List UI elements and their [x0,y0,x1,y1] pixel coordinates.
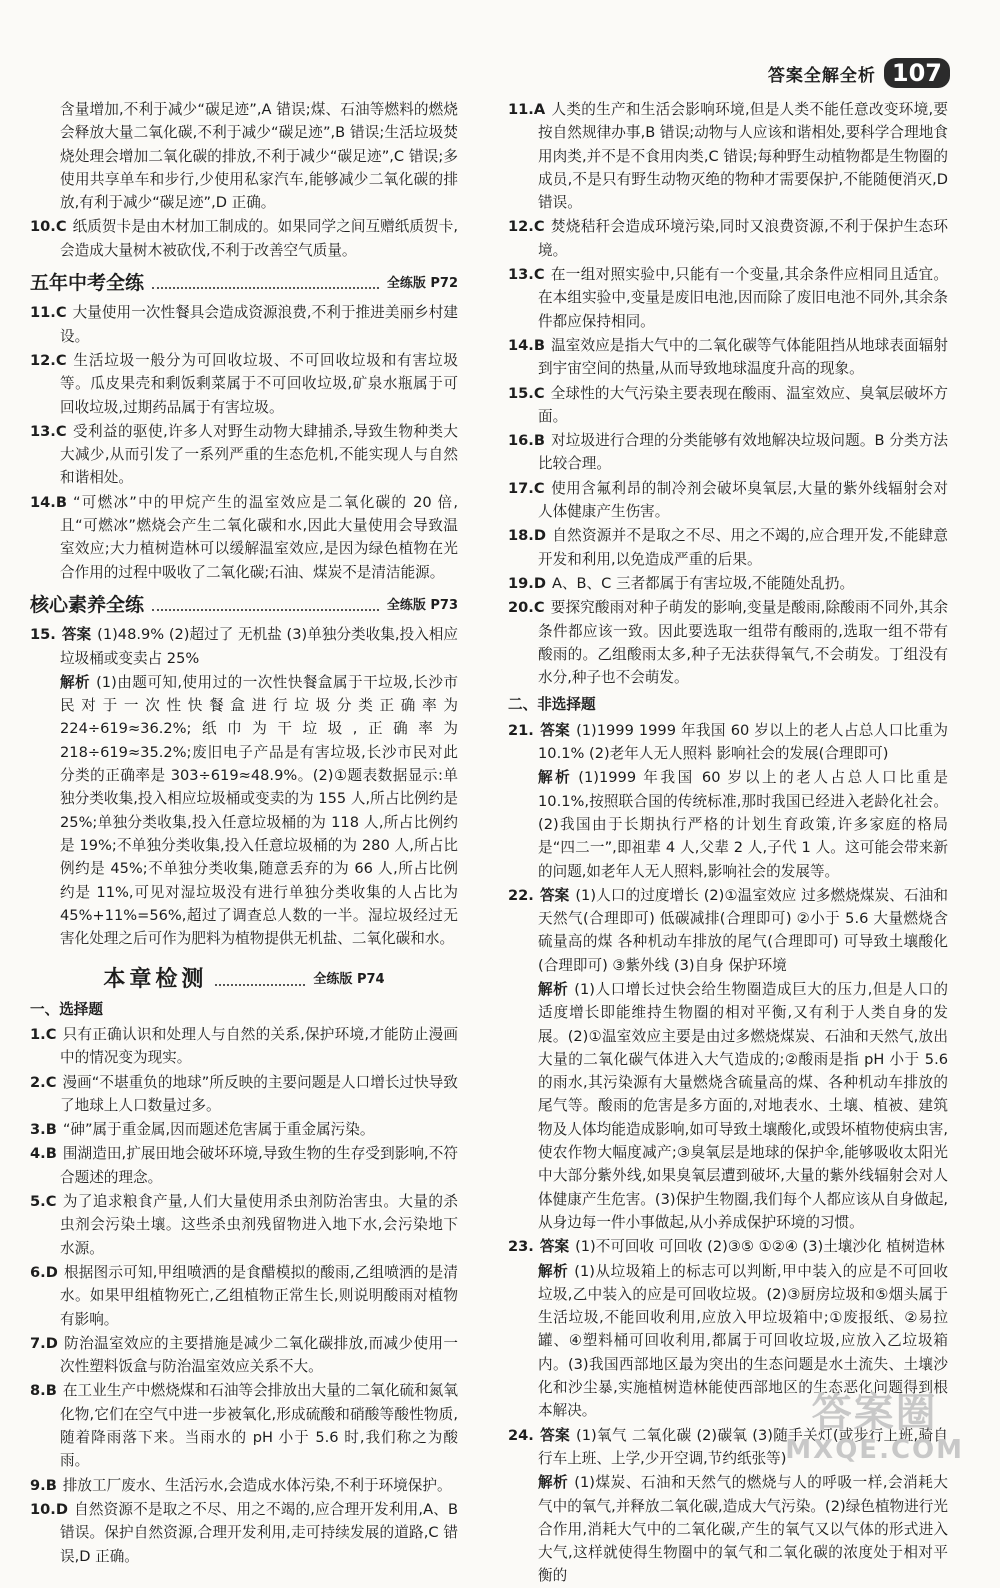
question-number: 15. [30,626,56,644]
question-item [30,491,458,584]
question-text: 焚烧秸秆会造成环境污染,同时又浪费资源,不利于保护生态环境。 [538,218,948,259]
explanation-text: (1)煤炭、石油和天然气的燃烧与人的呼吸一样,会消耗大气中的氧气,并释放二氧化碳,造成大气污染。(2)绿色植物进行光合作用,消耗大气中的二氧化碳,产生的氧气又以气体的形式进入大气,这样就使得生物圈中的氧气和二氧化碳的浓度处于相对平衡的 [538,1474,948,1585]
question-item [508,215,948,262]
explanation-text: (1)人口增长过快会给生物圈造成巨大的压力,但是人口的适度增长即能维持生物圈的相对平衡,又有利于人类自身的发展。(2)①温室效应主要是由过多燃烧煤炭、石油和天然气,放出大量的二氧化碳气体进入大气造成的;②酸雨是指 pH 小于 5.6 的雨水,其污染源有大量燃烧含硫量高的煤、各种机动车排放的尾气等。酸雨的危害是多方面的,对地表水、土壤、植被、建筑物及人体均能造成影响,如可导致土壤酸化,或毁坏植物使病虫害,使农作物大幅度减产;③臭氧层是地球的保护伞,能够吸收太阳光中大部分紫外线,如果臭氧层遭到破坏,大量的紫外线辐射会对人体健康产生危害。(3)保护生物圈,我们每个人都应该从自身做起,从身边每一件小事做起,从小养成保护环境的习惯。 [538,980,948,1231]
subsection-title: 一、选择题 [30,1000,103,1018]
question-item [30,1474,458,1497]
explanation-label: 解析 [60,673,91,691]
question-answer [508,1235,948,1258]
question-15-answer [30,623,458,670]
continued-text: 含量增加,不利于减少“碳足迹”,A 错误;煤、石油等燃料的燃烧会释放大量二氧化碳,不利于减少“碳足迹”,B 错误;生活垃圾焚烧处理会增加二氧化碳的排放,不利于减少“碳足迹”,C 错误;多使用共享单车和步行,少使用私家汽车,能够减少二氧化碳的排放,有利于减少“碳足迹”,D 正确。 [60,101,458,212]
question-number: 8.B [30,1382,57,1400]
question-text: 对垃圾进行合理的分类能够有效地解决垃圾问题。B 分类方法比较合理。 [538,432,948,473]
question-text: 自然资源并不是取之不尽、用之不竭的,应合理开发,不能肆意开发和利用,以免造成严重的后果。 [538,527,948,568]
section-header [30,272,458,295]
question-text: 纸质贺卡是由木材加工制成的。如果同学之间互赠纸质贺卡,会造成大量树木被砍伐,不利于改善空气质量。 [60,218,458,259]
question-explanation [508,1471,948,1587]
question-text: 人类的生产和生活会影响环境,但是人类不能任意改变环境,要按自然规律办事,B 错误;动物与人应该和谐相处,要科学合理地食用肉类,并不是不食用肉类,C 错误;每种野生动植物都是生物圈的成员,不是只有野生动物灭绝的物种才需要保护,不能随便消灭,D 错误。 [538,101,948,212]
question-explanation [508,978,948,1234]
question-item [30,1261,458,1331]
question-text: 围湖造田,扩展田地会破坏环境,导致生物的生存受到影响,不符合题述的理念。 [60,1145,458,1186]
question-number: 19.D [508,574,546,592]
question-text: 在一组对照实验中,只能有一个变量,其余条件应相同且适宜。在本组实验中,变量是废旧电池,因而除了废旧电池不同外,其余条件都应保持相同。 [538,266,948,330]
question-item [508,429,948,476]
question-number: 12.C [508,218,545,236]
answer-text: (1)48.9% (2)超过了 无机盐 (3)单独分类收集,投入相应垃圾桶或变卖占 25% [60,626,458,667]
question-item [30,1142,458,1189]
question-item [30,349,458,419]
question-text: 全球性的大气污染主要表现在酸雨、温室效应、臭氧层破坏方面。 [538,384,948,425]
watermark-url: MXQE.COM [785,1435,964,1465]
question-item [30,1071,458,1118]
question-number: 5.C [30,1193,57,1211]
question-item [30,1190,458,1260]
question-number: 4.B [30,1145,57,1163]
answer-text: (1)人口的过度增长 (2)①温室效应 过多燃烧煤炭、石油和天然气(合理即可) 低碳减排(合理即可) ②小于 5.6 大量燃烧含硫量高的煤 各种机动车排放的尾气(合理即可) 可导致土壤酸化(合理即可) ③紫外线 (3)自身 保护环境 [538,886,948,974]
question-number: 13.C [508,266,545,284]
section-header [30,594,458,617]
section-title: 五年中考全练 [30,272,145,295]
question-explanation [508,766,948,882]
question-text: A、B、C 三者都属于有害垃圾,不能随处乱扔。 [551,574,855,592]
question-number: 23. [508,1238,534,1256]
question-number: 21. [508,721,534,739]
question-item [30,1332,458,1379]
question-item [30,301,458,348]
leader-dots [215,984,305,986]
question-answer [508,884,948,977]
answer-label: 答案 [539,886,570,904]
question-item [508,263,948,333]
question-number: 2.C [30,1073,57,1091]
question-text: 使用含氟利昂的制冷剂会破坏臭氧层,大量的紫外线辐射会对人体健康产生伤害。 [538,479,948,521]
leader-dots [152,609,379,611]
question-number: 15.C [508,384,545,402]
header-title: 答案全解全析 [767,65,876,86]
question-number: 20.C [508,599,545,617]
question-number: 17.C [508,479,545,497]
question-text: 只有正确认识和处理人与自然的关系,保护环境,才能防止漫画中的情况变为现实。 [60,1025,458,1067]
answer-text: (1)1999 1999 年我国 60 岁以上的老人占总人口比重为 10.1% (2)老年人无人照料 影响社会的发展(合理即可) [538,721,948,763]
answer-text: (1)不可回收 可回收 (2)③⑤ ①②④ (3)土壤沙化 植树造林 [575,1238,945,1256]
question-number: 13.C [30,422,67,440]
question-text: “可燃冰”中的甲烷产生的温室效应是二氧化碳的 20 倍,且“可燃冰”燃烧会产生二氧化碳和水,因此大量使用会导致温室效应;大力植树造林可以缓解温室效应,是因为绿色植物在光合作用的过程中吸收了二氧化碳;石油、煤炭不是清洁能源。 [60,493,458,581]
watermark-logo: 答案圈 [811,1390,938,1436]
answer-label: 答案 [539,721,571,739]
chapter-ref: 全练版 P74 [313,972,385,988]
question-number: 11.A [508,101,546,118]
question-text: 温室效应是指大气中的二氧化碳等气体能阻挡从地球表面辐射到宇宙空间的热量,从而导致地球温度升高的现象。 [538,336,948,378]
page-header [768,56,950,90]
question-number: 18.D [508,527,546,545]
question-item [508,477,948,524]
question-number: 10.C [30,218,67,236]
question-10 [30,215,458,262]
question-number: 12.C [30,351,67,369]
question-item [30,420,458,490]
question-number: 9.B [30,1476,57,1494]
question-item [508,596,948,689]
explanation-label: 解析 [538,769,573,787]
question-number: 14.B [30,493,67,511]
question-item [508,524,948,571]
question-item [30,1498,458,1568]
left-column [30,98,458,1568]
leader-dots [152,287,379,289]
question-number: 1.C [30,1025,57,1043]
right-column [508,98,948,1588]
section-title: 核心素养全练 [30,593,145,616]
explanation-text: (1)由题可知,使用过的一次性快餐盒属于干垃圾,长沙市民对于一次性快餐盒进行垃圾分类正确率为 224÷619≈36.2%;纸巾为干垃圾,正确率为 218÷619≈35.2%;废旧电子产品是有害垃圾,长沙市民对此分类的正确率是 303÷619≈48.9%。(2)①题表数据显示:单独分类收集,投入相应垃圾桶或变卖的为 155 人,所占比例约是 25%;单独分类收集,投入任意垃圾桶的为 118 人,所占比例约是 19%;不单独分类收集,投入任意垃圾桶的为 280 人,所占比例约是 45%;不单独分类收集,随意丢弃的为 66 人,所占比例约是 11%,可见对湿垃圾没有进行单独分类收集的人占比为 45%+11%=56%,超过了调查总人数的一半。湿垃圾经过无害化处理之后可作为肥料为植物提供无机盐、二氧化碳和水。 [60,673,458,948]
question-item [30,1379,458,1472]
page-number: 107 [884,58,950,88]
answer-label: 答案 [539,1238,570,1256]
explanation-label: 解析 [538,1262,569,1280]
question-number: 3.B [30,1121,57,1139]
question-item [30,1118,458,1141]
chapter-title: 本章检测 [103,967,208,993]
question-text: “砷”属于重金属,因而题述危害属于重金属污染。 [62,1121,375,1139]
question-text: 为了追求粮食产量,人们大量使用杀虫剂防治害虫。大量的杀虫剂会污染土壤。这些杀虫剂残留物进入地下水,会污染地下水源。 [60,1193,458,1257]
question-number: 11.C [30,304,67,322]
question-text: 根据图示可知,甲组喷洒的是食醋模拟的酸雨,乙组喷洒的是清水。如果甲组植物死亡,乙组植物正常生长,则说明酸雨对植物有影响。 [60,1263,458,1328]
explanation-label: 解析 [538,1474,569,1492]
answer-label: 答案 [61,626,92,644]
chapter-header [30,968,458,991]
explanation-label: 解析 [538,980,569,998]
question-text: 生活垃圾一般分为可回收垃圾、不可回收垃圾和有害垃圾等。瓜皮果壳和剩饭剩菜属于不可回收垃圾,矿泉水瓶属于可回收垃圾,过期药品属于有害垃圾。 [60,351,458,416]
answer-label: 答案 [539,1426,571,1444]
question-number: 6.D [30,1263,58,1281]
section-ref: 全练版 P72 [386,276,458,292]
answer-text: (1)氧气 二氧化碳 (2)碳氧 (3)随手关灯(或步行上班,骑自行车上班、上学,少开空调,节约纸张等) [538,1426,948,1467]
question-item [508,572,948,595]
question-item [508,98,948,214]
question-item [508,334,948,381]
question-text: 排放工厂废水、生活污水,会造成水体污染,不利于环境保护。 [62,1476,452,1494]
explanation-text: (1)1999 年我国 60 岁以上的老人占总人口比重是 10.1%,按照联合国的传统标准,那时我国已经进入老龄化社会。(2)我国由于长期执行严格的计划生育政策,许多家庭的格局是“四二一”,即祖辈 4 人,父辈 2 人,子代 1 人。这可能会带来新的问题,如老年人无人照料,影响社会的发展等。 [538,769,948,880]
question-number: 7.D [30,1334,58,1352]
question-item [508,382,948,429]
question-text: 受利益的驱使,许多人对野生动物大肆捕杀,导致生物种类大大减少,从而引发了一系列严重的生态危机,不能实现人与自然和谐相处。 [60,422,458,487]
question-text: 漫画“不堪重负的地球”所反映的主要问题是人口增长过快导致了地球上人口数量过多。 [60,1073,458,1114]
subsection-title: 二、非选择题 [508,696,596,714]
question-text: 要探究酸雨对种子萌发的影响,变量是酸雨,除酸雨不同外,其余条件都应该一致。因此要选取一组带有酸雨的,选取一组不带有酸雨的。乙组酸雨太多,种子无法获得氧气,不会萌发。丁组没有水分,种子也不会萌发。 [538,599,948,687]
question-number: 24. [508,1426,534,1444]
question-text: 防治温室效应的主要措施是减少二氧化碳排放,而减少使用一次性塑料饭盒与防治温室效应关系不大。 [60,1334,458,1376]
explanation-text: (1)从垃圾箱上的标志可以判断,甲中装入的应是不可回收垃圾,乙中装入的应是可回收垃圾。(2)③厨房垃圾和⑤烟头属于生活垃圾,不能回收利用,应放入甲垃圾箱中;①废报纸、②易拉罐、④塑料桶可回收利用,都属于可回收垃圾,应放入乙垃圾箱内。(3)我国西部地区最为突出的生态问题是水土流失、土壤沙化和沙尘暴,实施植树造林能使西部地区的生态恶化问题得到根本解决。 [538,1262,948,1420]
question-number: 14.B [508,336,545,354]
question-number: 22. [508,886,534,904]
question-number: 10.D [30,1500,68,1518]
question-answer [508,719,948,766]
question-text: 自然资源不是取之不尽、用之不竭的,应合理开发利用,A、B 错误。保护自然资源,合理开发利用,走可持续发展的道路,C 错误,D 正确。 [60,1500,458,1565]
watermark [785,1391,964,1465]
question-text: 在工业生产中燃烧煤和石油等会排放出大量的二氧化硫和氮氧化物,它们在空气中进一步被氧化,形成硫酸和硝酸等酸性物质,随着降雨落下来。当雨水的 pH 小于 5.6 时,我们称之为酸雨。 [60,1382,458,1470]
question-15-explanation [30,671,458,951]
question-number: 16.B [508,432,545,450]
question-item [30,1023,458,1070]
section-ref: 全练版 P73 [386,597,458,613]
question-text: 大量使用一次性餐具会造成资源浪费,不利于推进美丽乡村建设。 [60,304,458,345]
